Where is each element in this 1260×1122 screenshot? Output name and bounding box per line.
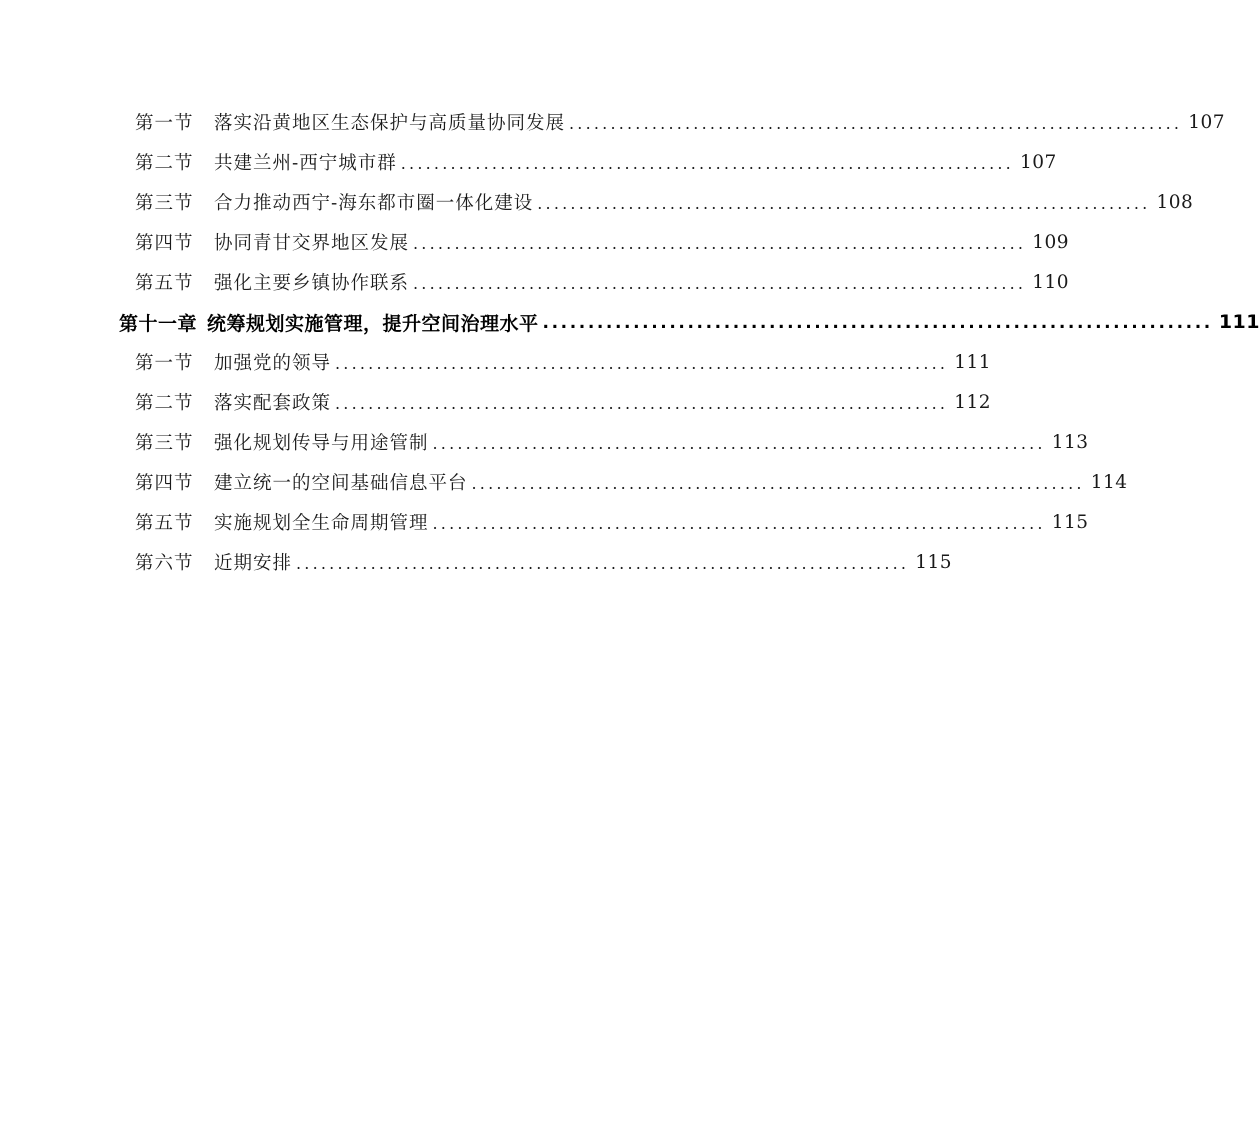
toc-entry-chapter[interactable] [0, 302, 1260, 342]
toc-entry-title: 共建兰州-西宁城市群 [214, 153, 397, 174]
dot-leader: .......................................................................... [335, 354, 949, 373]
toc-entry-number: 第四节 [135, 473, 194, 494]
toc-entry-title: 近期安排 [214, 553, 293, 574]
toc-entry-number: 第三节 [135, 193, 194, 214]
dot-leader: .......................................................................... [432, 514, 1046, 533]
toc-entry-section[interactable] [0, 142, 1057, 182]
toc-entry-title: 落实沿黄地区生态保护与高质量协同发展 [214, 113, 566, 134]
toc-entry-number: 第二节 [135, 153, 194, 174]
toc-entry-section[interactable] [0, 262, 1069, 302]
toc-entry-title: 落实配套政策 [214, 393, 332, 414]
toc-entry-section[interactable] [0, 462, 1128, 502]
toc-entry-page: 113 [1051, 431, 1089, 453]
toc-chapter-page: 111 [1218, 311, 1260, 333]
toc-entry-section[interactable] [0, 382, 991, 422]
toc-entry-section[interactable] [0, 102, 1225, 142]
toc-entry-page: 112 [954, 391, 991, 413]
toc-entry-section[interactable] [0, 222, 1069, 262]
toc-entry-section[interactable] [0, 182, 1194, 222]
toc-entry-section[interactable] [0, 422, 1089, 462]
toc-entry-page: 115 [915, 551, 952, 573]
toc-entry-number: 第一节 [135, 113, 194, 134]
toc-entry-number: 第六节 [135, 553, 194, 574]
toc-entry-title: 协同青甘交界地区发展 [214, 233, 410, 254]
dot-leader: .......................................................................... [537, 194, 1151, 213]
toc-entry-number: 第一节 [135, 353, 194, 374]
toc-entry-title: 建立统一的空间基础信息平台 [214, 473, 468, 494]
toc-entry-number: 第四节 [135, 233, 194, 254]
dot-leader: .......................................................................... [335, 394, 949, 413]
toc-entry-title: 强化主要乡镇协作联系 [214, 273, 410, 294]
dot-leader: .......................................................................... [569, 114, 1183, 133]
toc-entry-title: 加强党的领导 [214, 353, 332, 374]
toc-entry-section[interactable] [0, 502, 1089, 542]
toc-entry-title: 实施规划全生命周期管理 [214, 513, 429, 534]
dot-leader: .......................................................................... [413, 274, 1027, 293]
toc-chapter-number: 第十一章 [119, 312, 198, 335]
dot-leader: .......................................................................... [413, 234, 1027, 253]
toc-entry-title: 合力推动西宁-海东都市圈一体化建设 [214, 193, 534, 214]
dot-leader: .......................................................................... [432, 434, 1046, 453]
toc-entry-section[interactable] [0, 542, 952, 582]
toc-entry-page: 114 [1090, 471, 1128, 493]
toc-entry-number: 第三节 [135, 433, 194, 454]
toc-entry-number: 第五节 [135, 513, 194, 534]
toc-entry-page: 107 [1188, 111, 1225, 133]
dot-leader: .......................................................................... [471, 474, 1085, 493]
toc-entry-title: 强化规划传导与用途管制 [214, 433, 429, 454]
toc-entry-page: 108 [1156, 191, 1194, 213]
toc-chapter-title: 统筹规划实施管理，提升空间治理水平 [207, 312, 539, 335]
toc-entry-number: 第二节 [135, 393, 194, 414]
toc-entry-number: 第五节 [135, 273, 194, 294]
table-of-contents [0, 102, 1260, 582]
toc-entry-page: 115 [1051, 511, 1089, 533]
toc-entry-section[interactable] [0, 342, 991, 382]
dot-leader: .......................................................................... [400, 154, 1014, 173]
dot-leader: .......................................................................... [296, 554, 910, 573]
toc-entry-page: 107 [1019, 151, 1057, 173]
toc-entry-page: 110 [1032, 271, 1069, 293]
dot-leader: .......................................................................... [542, 313, 1213, 333]
toc-entry-page: 109 [1032, 231, 1069, 253]
toc-entry-page: 111 [954, 351, 991, 373]
